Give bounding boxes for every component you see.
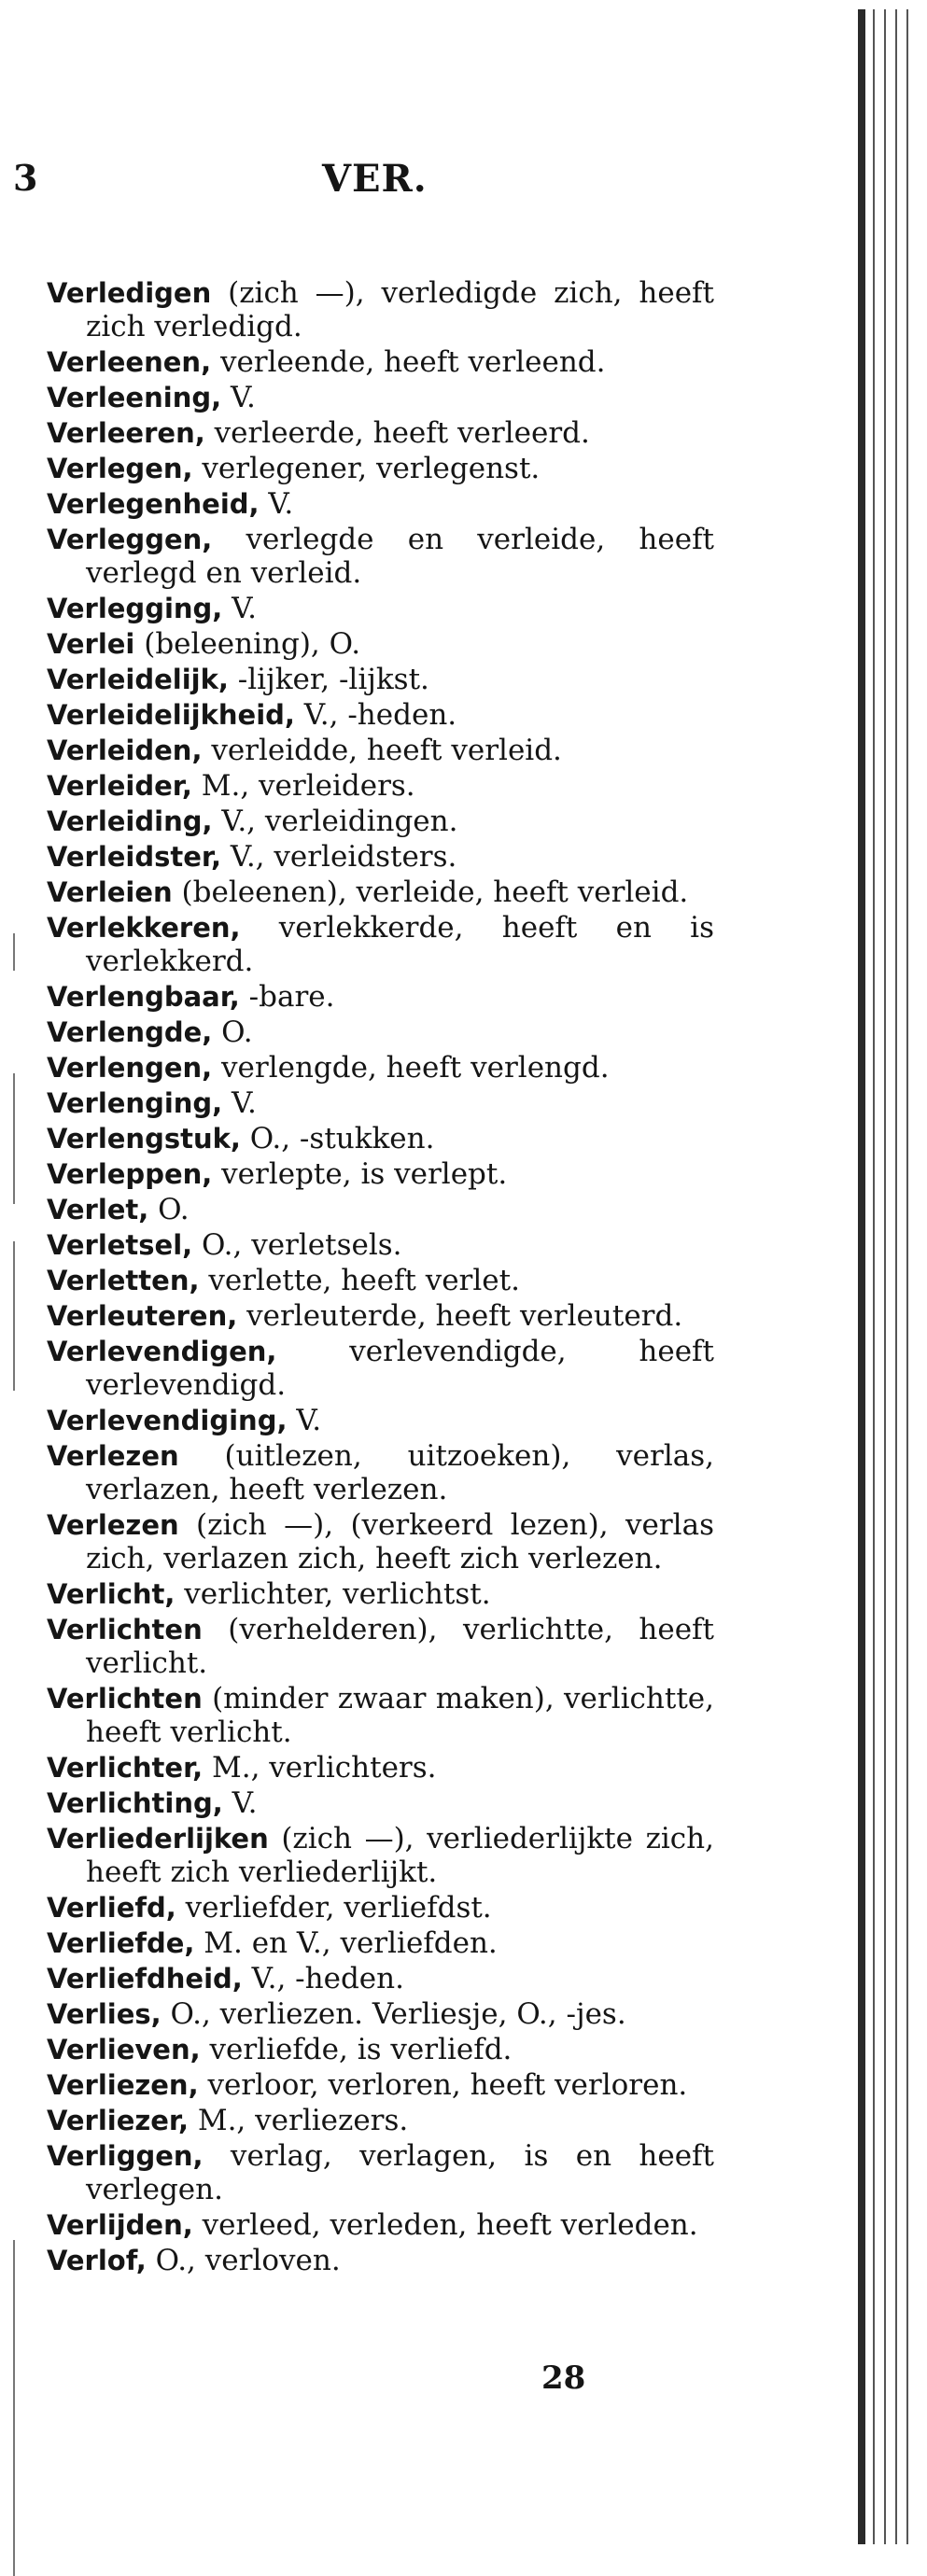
entry-headword: Verlenging,: [47, 1087, 223, 1119]
dictionary-entry: [47, 2068, 714, 2102]
entry-definition: (uitlezen, uitzoeken), verlas, verlazen, heeft verlezen.: [86, 1439, 714, 1506]
margin-rule: [13, 2240, 15, 2576]
margin-rule: [13, 1073, 15, 1204]
entry-headword: Verlichting,: [47, 1787, 223, 1819]
entry-definition: verliefder, verliefdst.: [176, 1891, 492, 1925]
dictionary-entry: [47, 1786, 714, 1820]
dictionary-entry: [47, 1926, 714, 1960]
entry-headword: Verleider,: [47, 770, 192, 802]
entry-definition: V.: [259, 487, 294, 521]
entry-headword: Verleiden,: [47, 735, 203, 766]
margin-rule: [13, 933, 15, 971]
entry-headword: Verleuteren,: [47, 1300, 238, 1332]
dictionary-entry: [47, 1962, 714, 1995]
entry-definition: (zich —), (verkeerd lezen), verlas zich, verlazen zich, heeft zich verlezen.: [86, 1508, 714, 1575]
dictionary-entry: [47, 1015, 714, 1049]
entry-headword: Verlijden,: [47, 2209, 193, 2241]
entry-definition: (zich —), verledigde zich, heeft zich verledigd.: [86, 276, 714, 343]
dictionary-entry: [47, 2244, 714, 2277]
dictionary-entry: [47, 734, 714, 767]
entry-definition: M., verliezers.: [188, 2104, 409, 2137]
dictionary-entry: [47, 381, 714, 414]
dictionary-entry: [47, 1051, 714, 1085]
dictionary-entry: [47, 1439, 714, 1506]
dictionary-entry: [47, 592, 714, 625]
entry-definition: O.: [148, 1193, 190, 1226]
dictionary-entry: [47, 1682, 714, 1749]
entry-headword: Verledigen: [47, 277, 212, 309]
binding-line: [858, 9, 865, 2544]
running-title: VER.: [322, 157, 428, 201]
dictionary-entry: [47, 2104, 714, 2137]
entry-definition: V., -heden.: [294, 698, 457, 732]
dictionary-entry: [47, 875, 714, 909]
margin-rule: [13, 1241, 15, 1391]
entry-definition: O., verletsels.: [192, 1228, 402, 1262]
dictionary-entry: [47, 911, 714, 978]
entry-definition: verlette, heeft verlet.: [199, 1264, 520, 1297]
entry-definition: verleuterde, heeft verleuterd.: [237, 1299, 683, 1333]
dictionary-entry: [47, 1508, 714, 1575]
entry-definition: verlekkerde, heeft en is verlekkerd.: [86, 911, 714, 978]
entry-headword: Verlichten: [47, 1614, 203, 1645]
entry-headword: Verlezen: [47, 1509, 179, 1541]
dictionary-entry: [47, 1404, 714, 1437]
dictionary-entry: [47, 2033, 714, 2066]
dictionary-entry: [47, 1264, 714, 1297]
entry-definition: O.: [212, 1015, 253, 1049]
dictionary-entry: [47, 487, 714, 521]
entry-definition: M. en V., verliefden.: [194, 1926, 498, 1960]
entry-headword: Verlichter,: [47, 1752, 204, 1784]
entry-headword: Verleidelijkheid,: [47, 699, 295, 731]
dictionary-entry: [47, 1577, 714, 1611]
entry-definition: verlegener, verlegenst.: [192, 452, 541, 485]
entry-headword: Verleeren,: [47, 417, 205, 449]
entry-definition: -lijker, -lijkst.: [228, 663, 429, 696]
entry-definition: (beleening), O.: [134, 627, 361, 661]
entry-list: [47, 276, 714, 2279]
entry-headword: Verleenen,: [47, 346, 212, 378]
entry-headword: Verlezen: [47, 1440, 179, 1472]
dictionary-entry: [47, 1822, 714, 1889]
entry-definition: (zich —), verliederlijkte zich, heeft zich verliederlijkt.: [86, 1822, 714, 1889]
dictionary-entry: [47, 1891, 714, 1925]
entry-definition: V.: [222, 592, 258, 625]
entry-headword: Verleidster,: [47, 841, 221, 873]
dictionary-entry: [47, 769, 714, 803]
dictionary-entry: [47, 345, 714, 379]
dictionary-entry: [47, 276, 714, 343]
book-binding-edge: [837, 0, 927, 2544]
dictionary-entry: [47, 2139, 714, 2206]
binding-line: [873, 9, 875, 2544]
dictionary-entry: [47, 1613, 714, 1680]
dictionary-entry: [47, 1299, 714, 1333]
dictionary-entry: [47, 1228, 714, 1262]
entry-headword: Verliezer,: [47, 2105, 189, 2136]
entry-definition: V., verleidingen.: [212, 805, 458, 838]
entry-headword: Verlet,: [47, 1194, 149, 1225]
entry-headword: Verlengstuk,: [47, 1123, 241, 1155]
dictionary-entry: [47, 840, 714, 874]
entry-definition: verleende, heeft verleend.: [211, 345, 606, 379]
entry-definition: O., -stukken.: [240, 1122, 435, 1155]
entry-headword: Verliederlijken: [47, 1823, 269, 1855]
binding-line: [884, 9, 886, 2544]
entry-definition: V.: [221, 381, 256, 414]
entry-definition: (beleenen), verleide, heeft verleid.: [172, 875, 689, 909]
entry-headword: Verliefde,: [47, 1927, 195, 1959]
dictionary-entry: [47, 1122, 714, 1155]
entry-definition: V.: [222, 1086, 257, 1120]
dictionary-entry: [47, 523, 714, 590]
entry-headword: Verlieven,: [47, 2034, 201, 2065]
entry-definition: verlengde, heeft verlengd.: [212, 1051, 610, 1085]
entry-definition: V.: [222, 1786, 258, 1820]
entry-headword: Verleiding,: [47, 805, 213, 837]
entry-definition: verliefde, is verliefd.: [200, 2033, 513, 2066]
entry-headword: Verletten,: [47, 1265, 200, 1296]
entry-headword: Verliezen,: [47, 2069, 199, 2101]
dictionary-entry: [47, 452, 714, 485]
entry-definition: verleidde, heeft verleid.: [202, 734, 562, 767]
dictionary-entry: [47, 2208, 714, 2242]
entry-headword: Verliefd,: [47, 1892, 176, 1924]
entry-headword: Verlengbaar,: [47, 981, 240, 1013]
entry-definition: V., verleidsters.: [221, 840, 457, 874]
dictionary-entry: [47, 698, 714, 732]
entry-headword: Verlichten: [47, 1683, 203, 1715]
entry-headword: Verlengde,: [47, 1016, 213, 1048]
entry-headword: Verleening,: [47, 382, 222, 413]
entry-definition: V., -heden.: [242, 1962, 404, 1995]
entry-headword: Verleidelijk,: [47, 664, 229, 695]
entry-definition: O., verliezen. Verliesje, O., -jes.: [161, 1997, 626, 2031]
signature-mark: 28: [541, 2359, 586, 2397]
entry-headword: Verliggen,: [47, 2140, 204, 2172]
page-number: 3: [13, 157, 38, 199]
entry-headword: Verlof,: [47, 2245, 147, 2276]
entry-headword: Verliefdheid,: [47, 1963, 243, 1995]
entry-definition: V.: [287, 1404, 322, 1437]
entry-definition: (verhelderen), verlichtte, heeft verlicht.: [86, 1613, 714, 1680]
entry-headword: Verlevendigen,: [47, 1336, 277, 1367]
entry-definition: -bare.: [239, 980, 335, 1014]
dictionary-entry: [47, 1997, 714, 2031]
entry-definition: M., verleiders.: [191, 769, 415, 803]
entry-definition: verlevendigde, heeft verlevendigd.: [86, 1335, 714, 1402]
entry-headword: Verlekkeren,: [47, 912, 241, 944]
entry-headword: Verleppen,: [47, 1158, 213, 1190]
entry-definition: verlepte, is verlept.: [212, 1157, 508, 1191]
entry-headword: Verlicht,: [47, 1578, 176, 1610]
entry-definition: verleerde, heeft verleerd.: [204, 416, 590, 450]
entry-headword: Verleggen,: [47, 524, 213, 555]
binding-line: [895, 9, 897, 2544]
entry-headword: Verlies,: [47, 1998, 162, 2030]
entry-headword: Verlegenheid,: [47, 488, 260, 520]
dictionary-entry: [47, 416, 714, 450]
dictionary-entry: [47, 1193, 714, 1226]
entry-definition: verlegde en verleide, heeft verlegd en verleid.: [86, 523, 714, 590]
entry-headword: Verlei: [47, 628, 135, 660]
entry-definition: verlichter, verlichtst.: [175, 1577, 491, 1611]
entry-definition: M., verlichters.: [203, 1751, 437, 1785]
entry-definition: verloor, verloren, heeft verloren.: [198, 2068, 688, 2102]
page-header: [0, 157, 822, 222]
dictionary-entry: [47, 805, 714, 838]
entry-definition: verlag, verlagen, is en heeft verlegen.: [86, 2139, 714, 2206]
dictionary-entry: [47, 1751, 714, 1785]
entry-headword: Verlengen,: [47, 1052, 213, 1084]
dictionary-entry: [47, 627, 714, 661]
entry-headword: Verletsel,: [47, 1229, 193, 1261]
dictionary-entry: [47, 1157, 714, 1191]
binding-line: [906, 9, 908, 2544]
dictionary-entry: [47, 980, 714, 1014]
entry-headword: Verlevendiging,: [47, 1405, 288, 1436]
dictionary-entry: [47, 1335, 714, 1402]
entry-definition: verleed, verleden, heeft verleden.: [192, 2208, 698, 2242]
entry-headword: Verlegen,: [47, 453, 193, 484]
dictionary-entry: [47, 663, 714, 696]
entry-headword: Verlegging,: [47, 593, 223, 624]
entry-definition: O., verloven.: [146, 2244, 341, 2277]
entry-definition: (minder zwaar maken), verlichtte, heeft verlicht.: [86, 1682, 714, 1749]
dictionary-entry: [47, 1086, 714, 1120]
entry-headword: Verleien: [47, 876, 173, 908]
